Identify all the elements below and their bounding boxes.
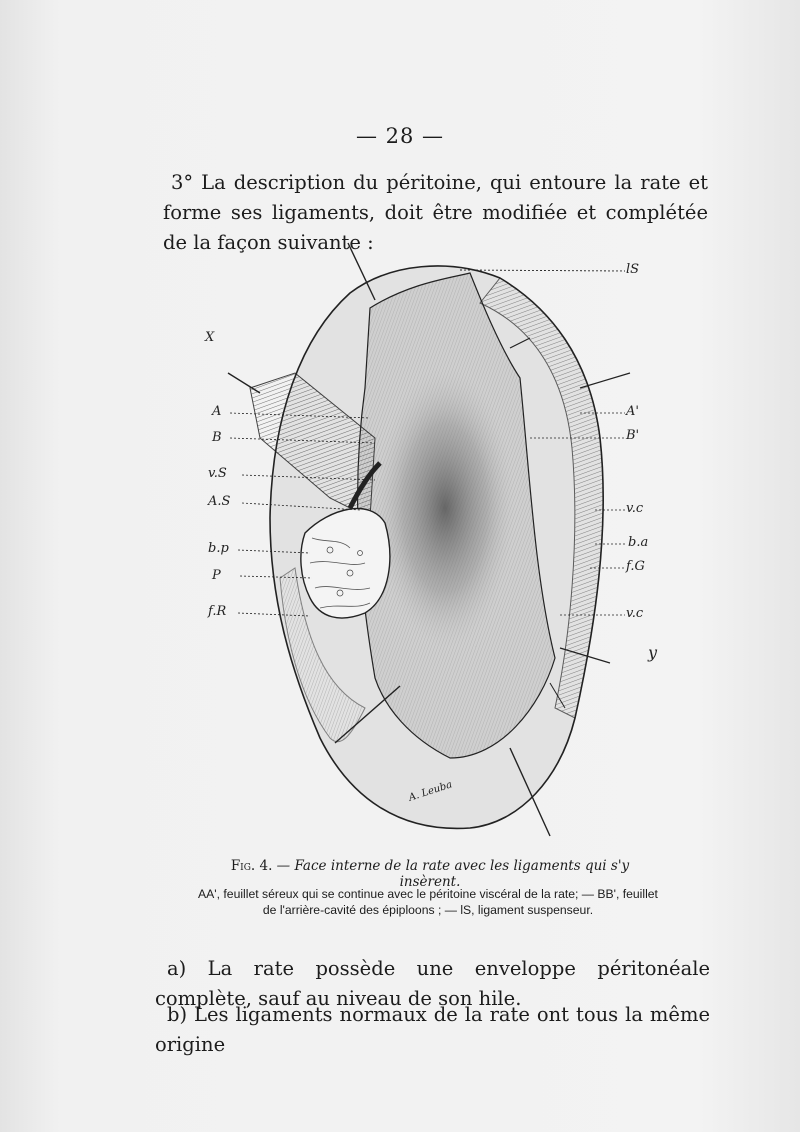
label-A: A — [212, 404, 222, 419]
label-A-prime: A' — [626, 404, 639, 419]
legend-line: AA', feuillet séreux qui se continue avec le péritoine viscéral de la rate; — BB', feuillet — [198, 887, 658, 901]
label-AS: A.S — [208, 494, 231, 509]
label-vc-lower: v.c — [626, 606, 644, 621]
caption-prefix: Fig. 4. — [230, 858, 273, 874]
label-vS: v.S — [208, 466, 227, 481]
paragraph-b: b) Les ligaments normaux de la rate ont tous la même origine — [155, 1003, 710, 1056]
label-bp: b.p — [208, 541, 229, 556]
label-fR: f.R — [208, 604, 227, 619]
label-P: P — [212, 568, 221, 583]
label-y: y — [648, 643, 658, 662]
pancreas-tail — [301, 509, 390, 618]
hilum-shadow — [375, 368, 515, 648]
label-B: B — [212, 430, 222, 445]
label-vc-upper: v.c — [626, 501, 644, 516]
page-number: — 28 — — [355, 124, 445, 148]
label-B-prime: B' — [626, 428, 640, 443]
paragraph-a: a) La rate possède une enveloppe péritonéale complète, sauf au niveau de son hile. — [155, 957, 710, 1010]
figure-legend — [148, 886, 708, 918]
spleen-illustration — [200, 238, 660, 848]
label-lS: lS — [626, 262, 640, 277]
artist-signature: A. Leuba — [407, 779, 454, 804]
legend-line: de l'arrière-cavité des épiploons ; — lS, ligament suspenseur. — [262, 903, 594, 917]
anatomical-figure — [200, 238, 660, 848]
caption-text: — Face interne de la rate avec les ligaments qui s'y insèrent. — [272, 858, 630, 890]
intro-paragraph: 3° La description du péritoine, qui entoure la rate et forme ses ligaments, doit être modifiée et complétée de la façon suivante : — [163, 171, 708, 254]
label-X: X — [205, 330, 215, 345]
label-ba: b.a — [628, 535, 649, 550]
label-fG: f.G — [626, 559, 645, 574]
